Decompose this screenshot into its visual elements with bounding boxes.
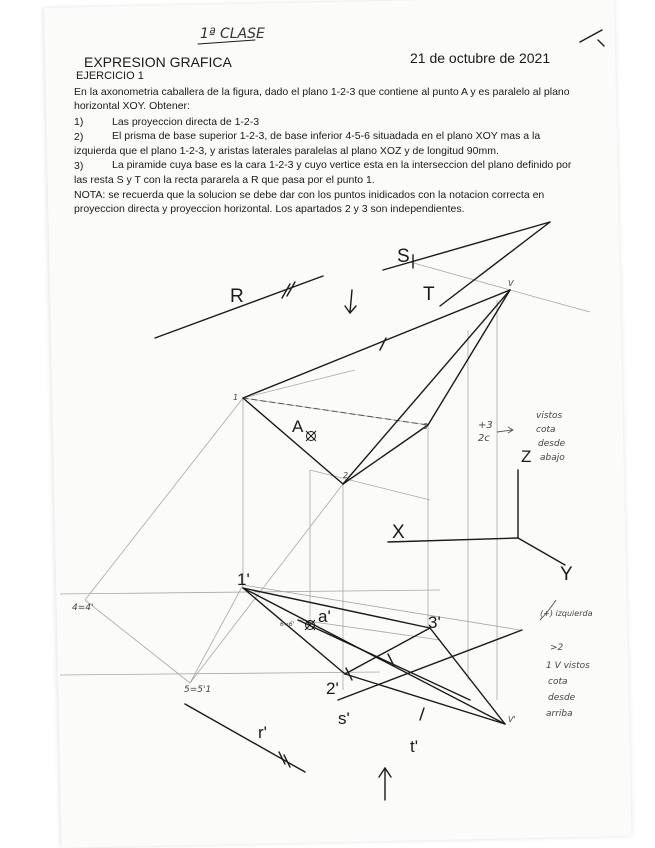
note-right-1: +3: [478, 420, 493, 431]
label-t-prime: t': [410, 737, 418, 756]
item-3-text-a: La piramide cuya base es la cara 1-2-3 y cuyo vertice esta en la interseccion del plano definido por: [112, 159, 572, 171]
proj-edge-2-v: [345, 674, 505, 724]
nota-line-2: proyeccion directa y proyeccion horizontal. Los apartados 2 y 3 son independientes.: [74, 203, 465, 215]
note-right-word-2: cota: [536, 425, 556, 435]
exercise-label: EJERCICIO 1: [76, 70, 144, 82]
statement-line-2: horizontal XOY. Obtener:: [74, 100, 190, 112]
class-note: 1ª CLASE: [200, 26, 265, 42]
item-2-text-a: El prisma de base superior 1-2-3, de base inferior 4-5-6 situadada en el plano XOY mas a la: [112, 130, 541, 142]
construction-line: [60, 672, 380, 675]
construction-line: [85, 398, 243, 600]
edge-1-v: [243, 290, 510, 398]
edge-3-v: [428, 290, 510, 425]
note-point-4: 4=4': [72, 603, 94, 613]
point-a-marker: [306, 431, 316, 441]
item-2-number: 2): [74, 131, 84, 143]
note-bottom-word-1: 1 V vistos: [546, 661, 590, 671]
tick-mark: [420, 708, 424, 720]
exam-date: 21 de octubre de 2021: [410, 50, 551, 66]
axis-y: [518, 538, 565, 565]
item-3-text-b: las resta S y T con la recta pararela a R que pasa por el punto 1.: [74, 174, 375, 186]
label-3-prime: 3': [428, 613, 441, 632]
note-right-2: 2c: [478, 433, 490, 444]
line-t: [440, 222, 550, 306]
label-vertex-v: V: [508, 279, 514, 288]
note-right-word-3: desde: [538, 439, 566, 449]
item-2-text-b: izquierda que el plano 1-2-3, y aristas laterales paralelas al plano XOZ y de longitud 90mm.: [74, 145, 499, 157]
line-s-prime: [338, 630, 522, 700]
note-bottom-2: >2: [550, 643, 564, 653]
note-underline: [198, 40, 255, 44]
note-right-word-4: abajo: [540, 453, 565, 463]
construction-line: [190, 585, 243, 683]
proj-edge-1-2: [243, 588, 345, 674]
label-point-2: 2: [343, 471, 349, 480]
label-R: R: [230, 286, 244, 307]
label-X: X: [392, 522, 405, 543]
edge-2-v: [343, 290, 510, 484]
note-point-5: 5=5'1: [184, 685, 212, 695]
label-Y: Y: [560, 564, 573, 585]
note-bottom-word-4: arriba: [546, 709, 573, 719]
label-1-prime: 1': [237, 570, 250, 589]
construction-line: [510, 290, 590, 312]
proj-edge-3-v: [430, 628, 505, 724]
construction-line: [85, 600, 190, 683]
axis-x: [388, 538, 518, 542]
label-Z: Z: [521, 447, 532, 466]
label-r-prime: r': [258, 723, 267, 742]
label-s-prime: s': [338, 709, 350, 728]
label-a-prime: a': [318, 607, 331, 626]
label-A: A: [292, 417, 304, 436]
nota-line-1: NOTA: se recuerda que la solucion se debe dar con los puntos inidicados con la notacion correcta en: [74, 189, 545, 201]
label-2-prime: 2': [326, 679, 339, 698]
arrow-down-shaft: [350, 290, 352, 312]
label-point-3: 3: [423, 422, 429, 431]
corner-mark: [598, 40, 604, 46]
item-1-number: 1): [74, 116, 84, 128]
label-vertex-v-prime: V': [508, 715, 516, 724]
proj-edge-2-3: [345, 628, 430, 674]
statement-line-1: En la axonometria caballera de la figura, dado el plano 1-2-3 que contiene al punto A y es paralelo al plano: [74, 86, 570, 98]
tick-mark: [380, 338, 386, 350]
label-point-1: 1: [233, 393, 239, 402]
note-bottom-word-2: cota: [548, 677, 568, 687]
label-S: S: [397, 246, 410, 267]
note-bottom-word-3: desde: [548, 693, 576, 703]
note-point-6: 6=6': [280, 621, 295, 628]
note-right-word-1: vistos: [536, 411, 563, 421]
item-1-text: Las proyeccion directa de 1-2-3: [112, 116, 260, 128]
proj-edge-1-3: [243, 588, 430, 628]
construction-line: [310, 470, 430, 500]
label-T: T: [423, 284, 435, 305]
note-bottom-1: (+) izquierda: [540, 609, 593, 618]
subject-title: EXPRESION GRAFICA: [84, 54, 232, 70]
item-3-number: 3): [74, 160, 84, 172]
construction-line: [243, 370, 355, 398]
